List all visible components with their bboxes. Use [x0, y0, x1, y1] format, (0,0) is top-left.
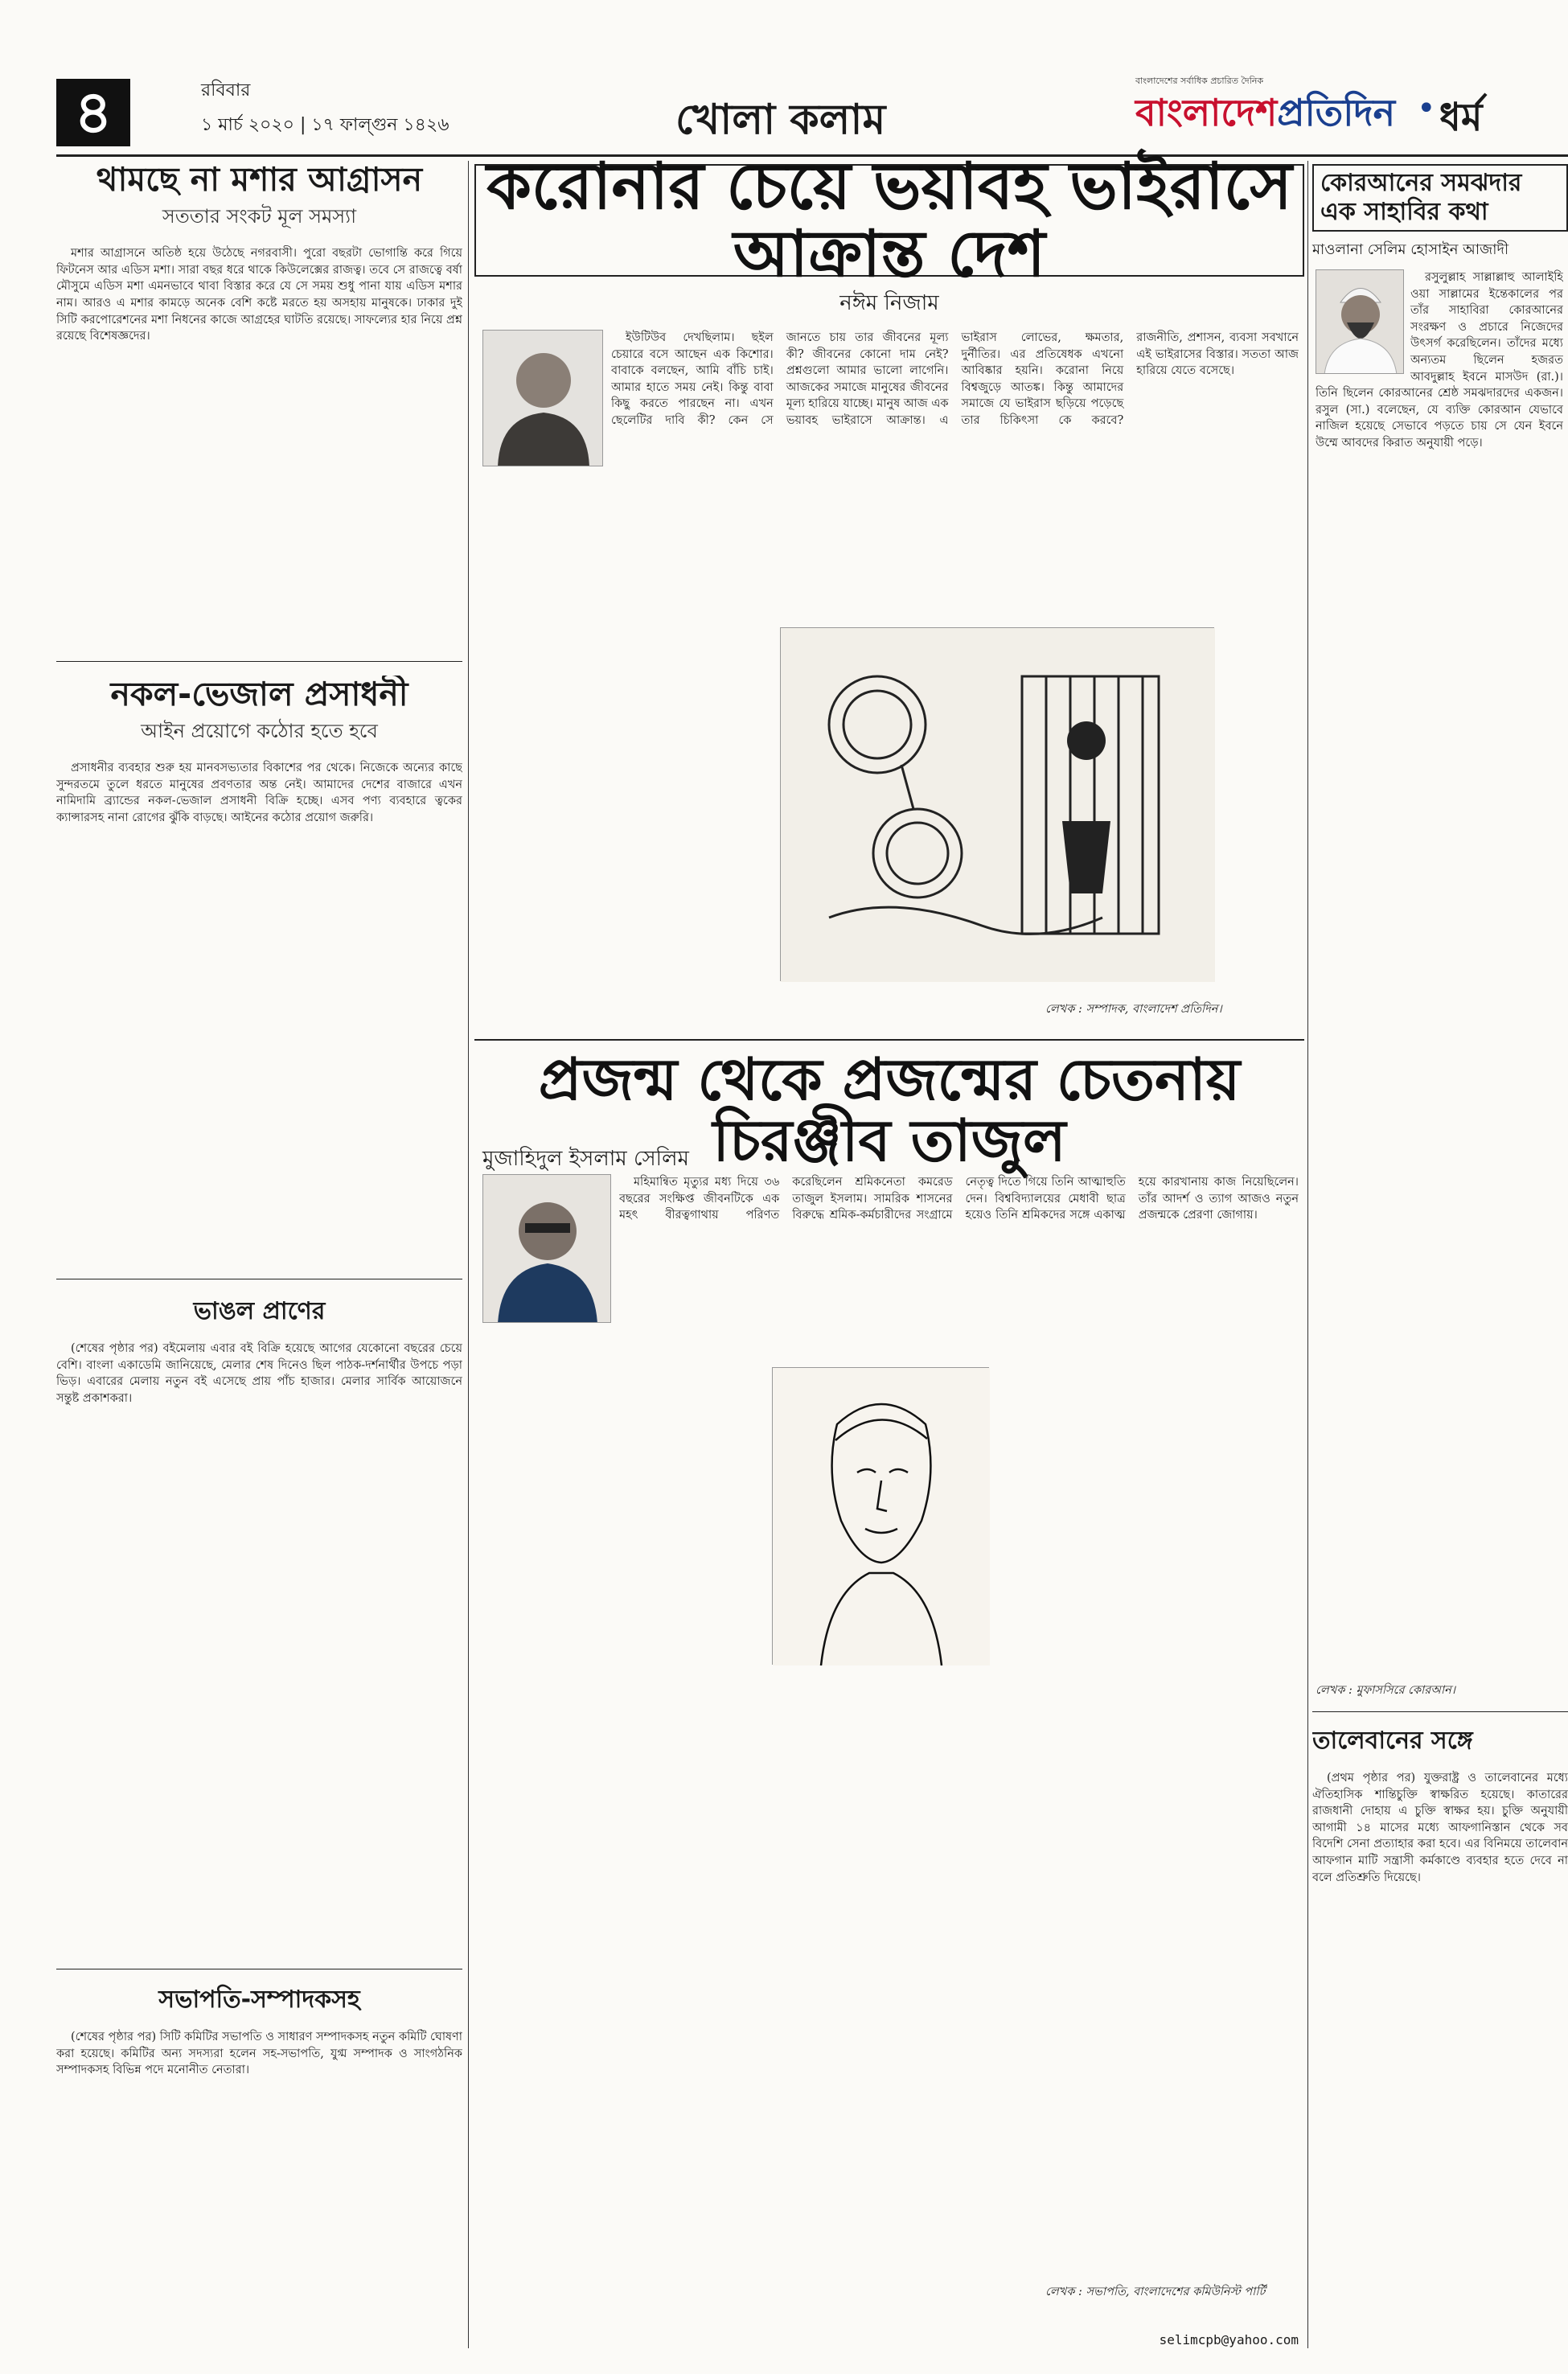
masthead-separator: •: [1417, 90, 1436, 127]
article-taliban-title: তালেবানের সঙ্গে: [1312, 1727, 1473, 1755]
second-author-photo: [482, 1174, 611, 1323]
article-quran: [1312, 164, 1568, 263]
article-quran-signoff: লেখক : মুফাসসিরে কোরআন।: [1316, 1684, 1455, 1697]
article-quran-body: [1316, 269, 1563, 1669]
lead-title-box: [474, 149, 1304, 291]
masthead-logo: [1135, 85, 1395, 146]
column-divider-left: [468, 161, 469, 2348]
portrait-sketch-drawing: [773, 1368, 990, 1665]
second-signoff: লেখক : সভাপতি, বাংলাদেশের কমিউনিস্ট পার্টি: [1045, 2286, 1266, 2298]
portrait-sketch: [772, 1367, 989, 1665]
article-bookfair: [56, 1292, 462, 1959]
second-author-silhouette: [483, 1175, 611, 1323]
article-committee-paragraph: (শেষের পৃষ্ঠার পর) সিটি কমিটির সভাপতি ও সাধারণ সম্পাদকসহ নতুন কমিটি ঘোষণা করা হয়েছে। কমিটির অন্য সদস্যরা হলেন সহ-সভাপতি, যুগ্ম সম্পাদক ও সাংগঠনিক সম্পাদকসহ বিভিন্ন পদে মনোনীত নেতারা।: [56, 2031, 462, 2077]
article-taliban-body: [1312, 1770, 1568, 1886]
lead-paragraph: ইউটিউব দেখছিলাম। ছইল চেয়ারে বসে আছেন এক কিশোর। বাবাকে বলছেন, আমি বাঁচি চাই। আমার হাতে সময় নেই। কিন্তু বাবা কিছু করতে পারছেন না। এখন ছেলেটির দাবি কী? কেন সে জানতে চায় তার জীবনের মূল্য কী? জীবনের কোনো দাম নেই? প্রশ্নগুলো আমার ভালো লাগেনি। আজকের সমাজে মানুষের জীবনের মূল্য হারিয়ে যাচ্ছে। মানুষ আজ এক ভয়াবহ ভাইরাসে আক্রান্ত। এ ভাইরাস লোভের, ক্ষমতার, দুর্নীতির। এর প্রতিষেধক এখনো আবিষ্কার হয়নি। করোনা নিয়ে বিশ্বজুড়ে আতঙ্ক। কিন্তু আমাদের সমাজে যে ভাইরাস ছড়িয়ে পড়েছে তার চিকিৎসা কে করবে? রাজনীতি, প্রশাসন, ব্যবসা সবখানে এই ভাইরাসের বিস্তার। সততা আজ হারিয়ে যেতে বসেছে।: [611, 331, 1299, 427]
second-paragraph: মহিমান্বিত মৃত্যুর মধ্য দিয়ে ৩৬ বছরের সংক্ষিপ্ত জীবনটিকে এক মহৎ বীরত্বগাথায় পরিণত করেছিলেন শ্রমিকনেতা কমরেড তাজুল ইসলাম। সামরিক শাসনের বিরুদ্ধে শ্রমিক-কর্মচারীদের সংগ্রামে নেতৃত্ব দিতে গিয়ে তিনি আত্মাহুতি দেন। বিশ্ববিদ্যালয়ের মেধাবী ছাত্র হয়েও তিনি শ্রমিকদের সঙ্গে একাত্ম হয়ে কারখানায় কাজ নিয়েছিলেন। তাঁর আদর্শ ও ত্যাগ আজও নতুন প্রজন্মকে প্রেরণা জোগায়।: [619, 1176, 1299, 1222]
article-committee: [56, 1980, 462, 2350]
article-mosquito-subtitle: সততার সংকট মূল সমস্যা: [162, 205, 357, 228]
article-taliban-paragraph: (প্রথম পৃষ্ঠার পর) যুক্তরাষ্ট্র ও তালেবানের মধ্যে ঐতিহাসিক শান্তিচুক্তি স্বাক্ষরিত হয়েছে। কাতারের রাজধানী দোহায় এ চুক্তি স্বাক্ষর হয়। চুক্তি অনুযায়ী আগামী ১৪ মাসের মধ্যে আফগানিস্তান থেকে সব বিদেশি সেনা প্রত্যাহার করা হবে। এর বিনিময়ে তালেবান আফগান মাটি সন্ত্রাসী কর্মকাণ্ডে ব্যবহার হতে দেবে না বলে প্রতিশ্রুতি দিয়েছে।: [1312, 1772, 1568, 1884]
section-title: খোলা কলাম: [675, 96, 886, 144]
divider: [1312, 1711, 1568, 1712]
article-committee-body: [56, 2029, 462, 2079]
header-day: রবিবার: [201, 80, 251, 101]
article-cosmetics-paragraph: প্রসাধনীর ব্যবহার শুরু হয় মানবসভ্যতার বিকাশের পর থেকে। নিজেকে অন্যের কাছে সুন্দরতমে তুলে ধরতে মানুষের প্রবণতার অন্ত নেই। আমাদের দেশের বাজারে এখন নামিদামি ব্র্যান্ডের নকল-ভেজাল প্রসাধনী বিক্রি হচ্ছে। এসব পণ্য ব্যবহারে ত্বকের ক্যান্সারসহ নানা রোগের ঝুঁকি বাড়ছে। আইনের কঠোর প্রয়োগ জরুরি।: [56, 762, 462, 824]
masthead-logo-part2: প্রতিদিন: [1277, 91, 1396, 134]
article-quran-paragraph: রসুলুল্লাহ সাল্লাল্লাহু আলাইহি ওয়া সাল্লামের ইন্তেকালের পর তাঁর সাহাবিরা কোরআনের সংরক্ষণ ও প্রচারে নিজেদের উৎসর্গ করেছিলেন। তাঁদের মধ্যে অন্যতম ছিলেন হজরত আবদুল্লাহ ইবনে মাসউদ (রা.)। তিনি ছিলেন কোরআনের শ্রেষ্ঠ সমঝদারদের একজন। রসুল (সা.) বলেছেন, যে ব্যক্তি কোরআন যেভাবে নাজিল হয়েছে সেভাবে পড়তে চায় সে যেন ইবনে উম্মে আবদের কিরাত অনুযায়ী পড়ে।: [1316, 271, 1563, 450]
masthead-tagline: বাংলাদেশের সর্বাধিক প্রচারিত দৈনিক: [1135, 76, 1264, 86]
category-label: ধর্ম: [1439, 95, 1483, 140]
article-cosmetics-body: [56, 760, 462, 826]
article-quran-title: কোরআনের সমঝদার এক সাহাবির কথা: [1312, 164, 1568, 232]
lead-signoff: লেখক : সম্পাদক, বাংলাদেশ প্রতিদিন।: [1045, 1003, 1222, 1016]
article-mosquito: [56, 161, 462, 651]
masthead-logo-part1: বাংলাদেশ: [1135, 91, 1278, 134]
author-photo: [482, 330, 603, 466]
article-cosmetics-subtitle: আইন প্রয়োগে কঠোর হতে হবে: [141, 720, 378, 743]
article-taliban: [1312, 1721, 1568, 2348]
article-quran-byline: মাওলানা সেলিম হোসাইন আজাদী: [1312, 241, 1509, 258]
lead-illustration: [780, 627, 1214, 981]
author-photo-silhouette: [483, 331, 603, 466]
second-body: [619, 1174, 1299, 2324]
header-date: ১ মার্চ ২০২০ | ১৭ ফাল্গুন ১৪২৬: [201, 115, 449, 135]
author-email[interactable]: selimcpb@yahoo.com: [1159, 2332, 1299, 2347]
page-number: ৪: [56, 79, 130, 146]
article-cosmetics: [56, 676, 462, 1271]
article-cosmetics-title: নকল-ভেজাল প্রসাধনী: [110, 676, 408, 713]
column-divider-right: [1307, 161, 1308, 2348]
lead-byline: নঈম নিজাম: [839, 291, 939, 315]
article-bookfair-body: [56, 1341, 462, 1407]
handcuff-illustration: [781, 628, 1215, 982]
article-committee-title: সভাপতি-সম্পাদকসহ: [158, 1986, 360, 2014]
article-mosquito-paragraph: মশার আগ্রাসনে অতিষ্ঠ হয়ে উঠেছে নগরবাসী। পুরো বছরটা ভোগান্তি করে গিয়ে ফিটনেস আর এডিস মশা। সারা বছর ধরে থাকে কিউলেক্সের রাজত্ব। তবে সে রাজত্বে বর্ষা মৌসুমে এডিস মশা এমনভাবে থাবা বিস্তার করে যে সে সময় শুধু পানা যায় এডিস মশার নাম। আরও এ মশার কামড়ে অনেক বেশি কষ্টে মরতে হয় অসহায় মানুষকে। ঢাকার দুই সিটি করপোরেশনের মশা নিধনের কাজে আগ্রহের ঘাটতি রয়েছে। সাফল্যের হার নিয়ে প্রশ্ন রয়েছে বিশেষজ্ঞদের।: [56, 247, 462, 343]
divider: [474, 1039, 1304, 1041]
photo-float-spacer: [1316, 269, 1410, 380]
article-bookfair-paragraph: (শেষের পৃষ্ঠার পর) বইমেলায় এবার বই বিক্রি হয়েছে আগের যেকোনো বছরের চেয়ে বেশি। বাংলা একাডেমি জানিয়েছে, মেলার শেষ দিনেও ছিল পাঠক-দর্শনার্থীর উপচে পড়া ভিড়। এবারের মেলায় নতুন বই এসেছে প্রায় পাঁচ হাজার। মেলার সার্বিক আয়োজনে সন্তুষ্ট প্রকাশকরা।: [56, 1342, 462, 1405]
second-byline: মুজাহিদুল ইসলাম সেলিম: [482, 1147, 689, 1171]
lead-title: করোনার চেয়ে ভয়াবহ ভাইরাসে আক্রান্ত দেশ: [486, 149, 1292, 291]
divider: [56, 661, 462, 662]
second-title: প্রজন্ম থেকে প্রজন্মের চেতনায় চিরঞ্জীব তাজুল: [538, 1045, 1241, 1174]
article-mosquito-body: [56, 245, 462, 345]
article-bookfair-title: ভাঙল প্রাণের: [193, 1297, 326, 1325]
article-mosquito-title: থামছে না মশার আগ্রাসন: [96, 161, 423, 199]
